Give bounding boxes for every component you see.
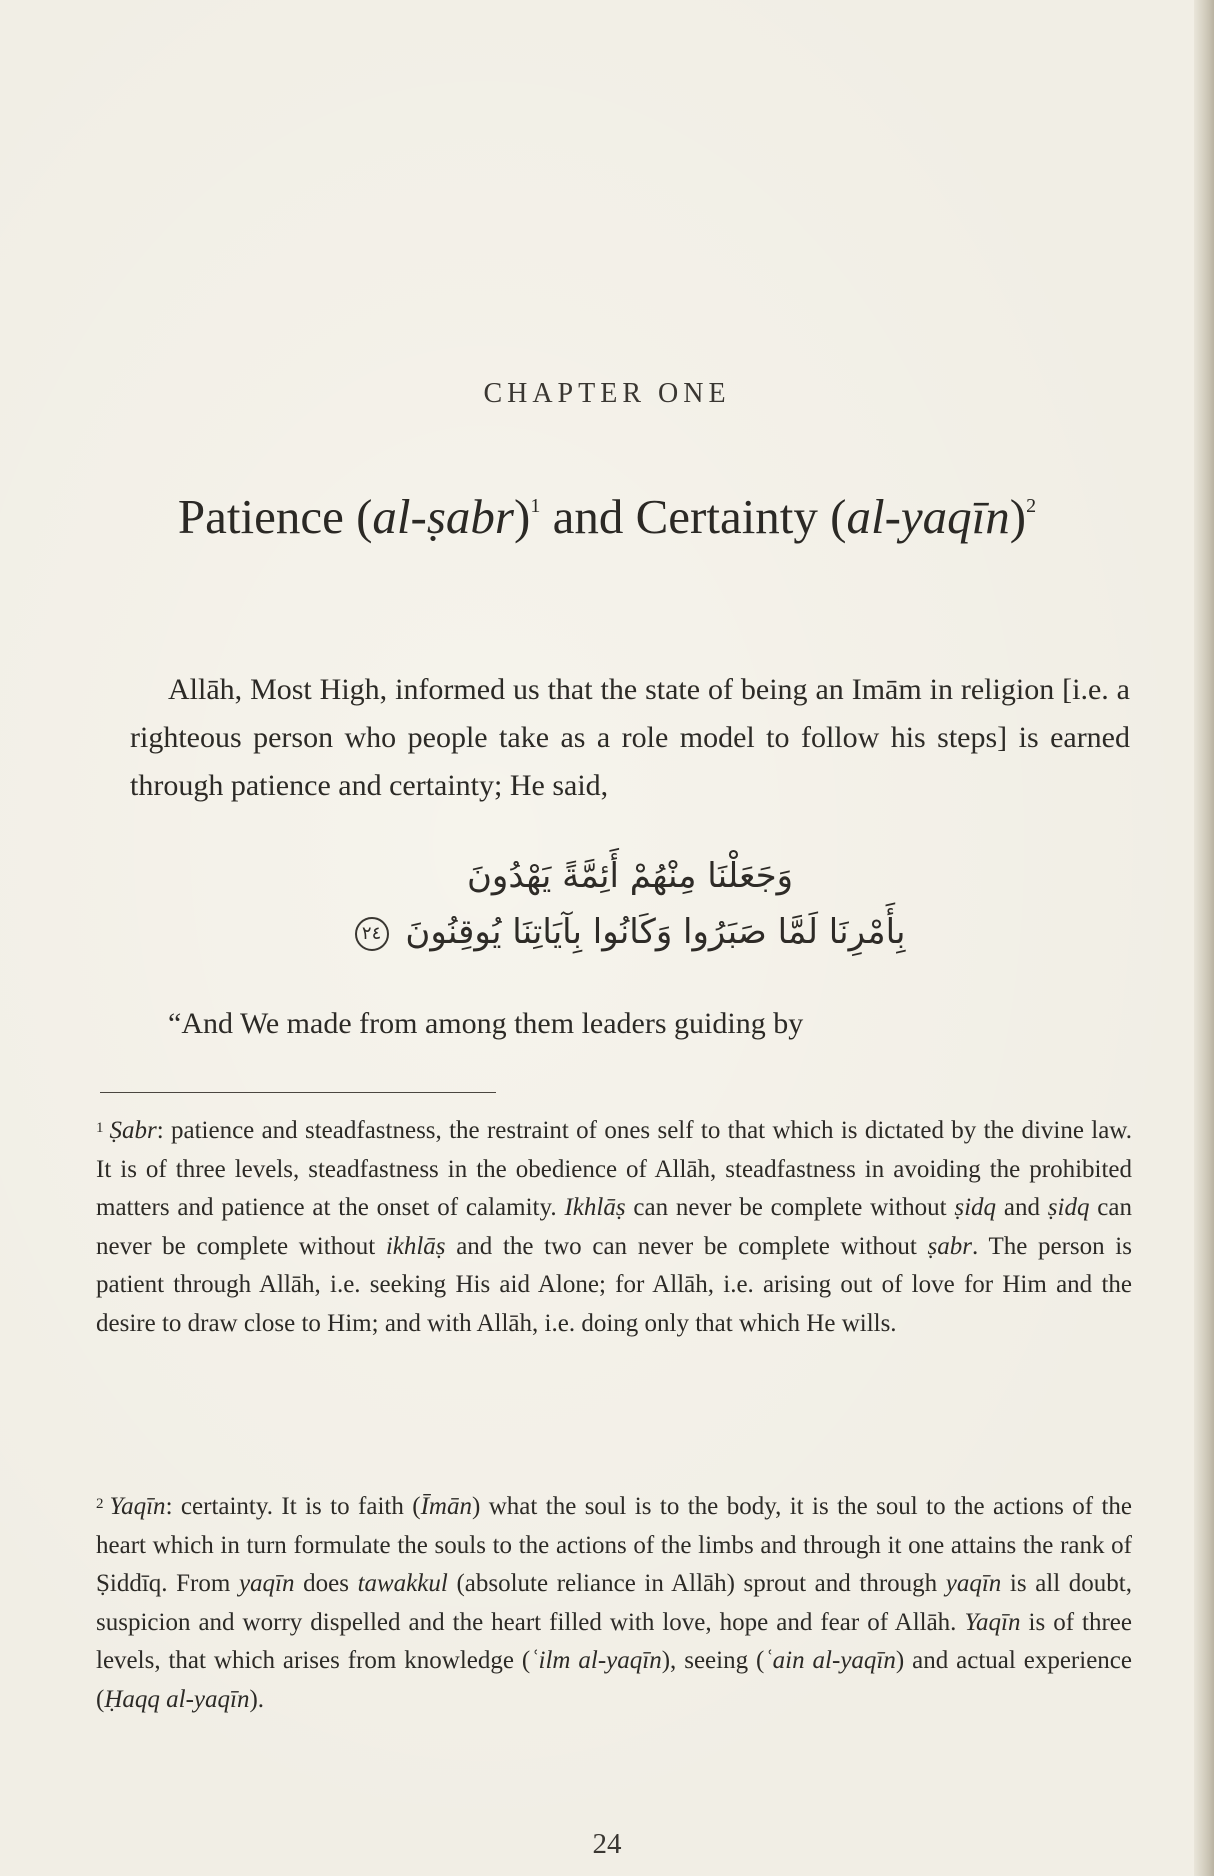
footnote-number: 2 xyxy=(96,1496,104,1512)
title-term: al-ṣabr xyxy=(372,489,514,544)
footnote-term: Yaqīn xyxy=(964,1608,1021,1636)
footnote-text: is of three levels, that which arises from knowledge ( xyxy=(96,1608,1132,1674)
title-text: and Certainty ( xyxy=(540,489,847,544)
footnote-text: ). xyxy=(249,1685,265,1713)
footnote-number: 1 xyxy=(96,1120,104,1136)
footnote-term: Ḥaqq al-yaqīn xyxy=(104,1685,250,1713)
footnote-text: . The person is patient through Allāh, i.e. seeking His aid Alone; for Allāh, i.e. arising out of love for Him and the desire to draw close to Him; and with Allāh, i.e. doing only that which He wills. xyxy=(96,1232,1132,1337)
footnote-term: Yaqīn xyxy=(109,1493,166,1520)
footnote-text: : certainty. It is to faith ( xyxy=(165,1493,421,1520)
title-term: al-yaqīn xyxy=(846,489,1010,544)
footnote-text: and the two can never be complete without xyxy=(445,1232,928,1260)
footnote-term: ṣabr xyxy=(927,1232,972,1260)
verse-arabic-line xyxy=(130,904,1130,960)
footnote-text: (absolute reliance in Allāh) sprout and through xyxy=(447,1570,946,1597)
verse-arabic-text: بِأَمْرِنَا لَمَّا صَبَرُوا وَكَانُوا بِآيَاتِنَا يُوقِنُونَ xyxy=(405,912,906,952)
footnote-text: is all doubt, suspicion and worry dispelled and the heart filled with love, hope and fear of Allāh. xyxy=(96,1570,1133,1636)
footnote-term: Īmān xyxy=(420,1493,472,1520)
footnote-term: Ṣabr xyxy=(109,1117,157,1144)
footnote-term: tawakkul xyxy=(357,1570,448,1597)
footnote-term: yaqīn xyxy=(238,1570,295,1597)
footnote-text: does xyxy=(294,1570,358,1597)
footnote-2 xyxy=(96,1488,1132,1719)
footnote-separator xyxy=(100,1092,496,1093)
page-number: 24 xyxy=(592,1828,622,1860)
footnote-text: ) and actual experience ( xyxy=(96,1647,1132,1713)
verse-arabic-line: وَجَعَلْنَا مِنْهُمْ أَئِمَّةً يَهْدُونَ xyxy=(466,856,794,896)
chapter-title xyxy=(0,489,1214,544)
footnote-term: ʿain al-yaqīn xyxy=(764,1647,896,1674)
title-text: Patience ( xyxy=(177,489,373,544)
verse-number-marker: ٢٤ xyxy=(355,917,389,951)
page-edge-shadow xyxy=(1194,0,1214,1876)
footnote-ref[interactable]: 1 xyxy=(530,495,541,517)
footnote-text: and xyxy=(996,1194,1048,1221)
footnote-text: can never be complete without xyxy=(96,1194,1132,1260)
footnote-text: ) what the soul is to the body, it is the soul to the actions of the heart which in turn formulate the souls to the actions of the limbs and through it one attains the rank of Ṣiddīq. From xyxy=(96,1493,1132,1597)
quran-verse xyxy=(130,848,1130,960)
verse-translation: “And We made from among them leaders guiding by xyxy=(168,1007,804,1040)
footnote-text: can never be complete without xyxy=(625,1194,955,1221)
title-text: ) xyxy=(1009,489,1027,544)
footnote-text: : patience and steadfastness, the restraint of ones self to that which is dictated by the divine law. It is of three levels, steadfastness in the obedience of Allāh, steadfastness in avoiding the prohibited matters and patience at the onset of calamity. xyxy=(96,1117,1132,1221)
title-text: ) xyxy=(514,489,531,544)
footnote-term: ṣidq xyxy=(1047,1194,1090,1221)
body-paragraph-block xyxy=(130,666,1130,810)
footnote-term: yaqīn xyxy=(945,1570,1002,1597)
footnote-text: ), seeing ( xyxy=(661,1647,765,1674)
body-paragraph: Allāh, Most High, informed us that the state of being an Imām in religion [i.e. a righteous person who people take as a role model to follow his steps] is earned through patience and certainty; He said, xyxy=(130,673,1130,802)
footnote-ref[interactable]: 2 xyxy=(1026,495,1037,517)
chapter-label: CHAPTER ONE xyxy=(483,378,731,409)
footnote-term: ikhlāṣ xyxy=(385,1232,446,1260)
footnote-term: Ikhlāṣ xyxy=(564,1194,626,1221)
footnote-term: ṣidq xyxy=(954,1194,997,1221)
footnote-1 xyxy=(96,1112,1132,1343)
footnote-term: ʿilm al-yaqīn xyxy=(530,1647,662,1674)
